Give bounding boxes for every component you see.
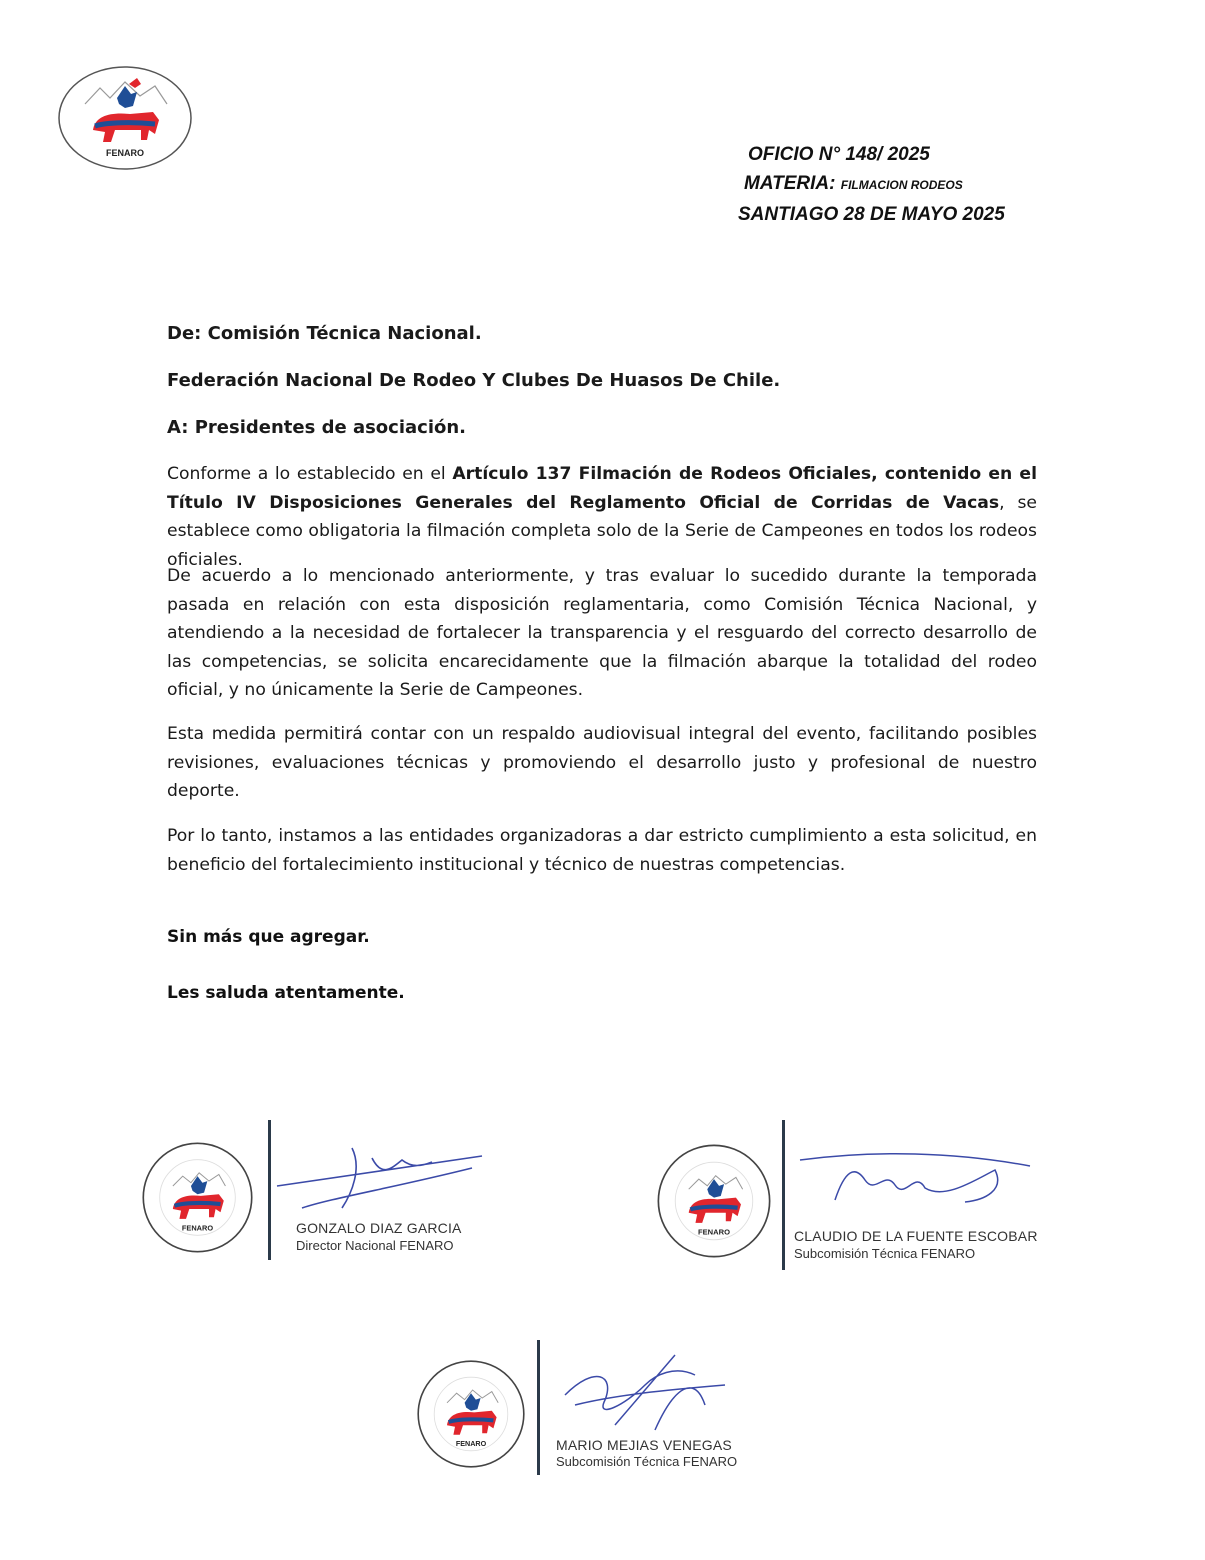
- paragraph-3-text: Esta medida permitirá contar con un respaldo audiovisual integral del evento, facilitando posibles revisiones, evaluaciones técnicas y promoviendo el desarrollo justo y profesional de nuestro deporte.: [167, 724, 1037, 801]
- paragraph-4: [167, 822, 1037, 879]
- paragraph-1-intro: Conforme a lo establecido en el: [167, 464, 453, 484]
- paragraph-3: [167, 720, 1037, 806]
- signature-divider: [268, 1120, 271, 1260]
- paragraph-2-text: De acuerdo a lo mencionado anteriormente, y tras evaluar lo sucedido durante la temporada pasada en relación con esta disposición reglamentaria, como Comisión Técnica Nacional, y atendiendo a la necesidad de fortalecer la transparencia y el resguardo del correcto desarrollo de las competencias, se solicita encarecidamente que la filmación abarque la totalidad del rodeo oficial, y no únicamente la Serie de Campeones.: [167, 566, 1037, 700]
- date-line: SANTIAGO 28 DE MAYO 2025: [738, 204, 1005, 225]
- paragraph-1-article-ref: Artículo 137 Filmación de Rodeos Oficiales, contenido en el Título IV Disposiciones Generales del Reglamento Oficial de Corridas de Vacas: [167, 464, 1037, 513]
- from-line: De: Comisión Técnica Nacional.: [167, 323, 482, 344]
- materia-line: [738, 169, 1005, 200]
- paragraph-1-rest: , se establece como obligatoria la filmación completa solo de la Serie de Campeones en todos los rodeos oficiales.: [167, 492, 1037, 570]
- oficio-number: OFICIO N° 148/ 2025: [748, 144, 930, 165]
- closing-line-2: Les saluda atentamente.: [167, 983, 405, 1003]
- signature-block-2: [655, 1120, 1075, 1275]
- closing-line-1: Sin más que agregar.: [167, 927, 370, 947]
- paragraph-2: [167, 562, 1037, 705]
- fenaro-seal-icon: [415, 1358, 527, 1470]
- svg-text:FENARO: FENARO: [698, 1227, 730, 1237]
- svg-text:FENARO: FENARO: [106, 148, 144, 158]
- fenaro-logo: [55, 64, 195, 172]
- svg-text:FENARO: FENARO: [455, 1439, 487, 1448]
- fenaro-seal-icon: [140, 1140, 255, 1255]
- signatory-3-name: MARIO MEJIAS VENEGAS: [556, 1437, 732, 1453]
- svg-text:FENARO: FENARO: [181, 1223, 214, 1233]
- fenaro-seal-icon: [655, 1142, 773, 1260]
- to-line: A: Presidentes de asociación.: [167, 417, 467, 438]
- signatory-1-role: Director Nacional FENARO: [296, 1238, 454, 1253]
- paragraph-1: [167, 460, 1037, 574]
- signature-block-3: [415, 1340, 775, 1480]
- signature-divider: [782, 1120, 785, 1270]
- paragraph-4-text: Por lo tanto, instamos a las entidades organizadoras a dar estricto cumplimiento a esta solicitud, en beneficio del fortalecimiento institucional y técnico de nuestras competencias.: [167, 826, 1037, 875]
- materia-value: FILMACION RODEOS: [840, 178, 963, 192]
- signature-scribble-3: [555, 1345, 735, 1435]
- signature-scribble-1: [272, 1138, 492, 1218]
- signature-scribble-2: [795, 1140, 1035, 1220]
- signature-divider: [537, 1340, 540, 1475]
- header-block: [738, 140, 1005, 229]
- signatory-2-role: Subcomisión Técnica FENARO: [794, 1246, 976, 1261]
- federation-line: Federación Nacional De Rodeo Y Clubes De Huasos De Chile.: [167, 370, 781, 391]
- signatory-2-name: CLAUDIO DE LA FUENTE ESCOBAR: [794, 1228, 1038, 1244]
- signature-block-1: [140, 1120, 520, 1270]
- materia-label: MATERIA:: [744, 173, 836, 194]
- signatory-1-name: GONZALO DIAZ GARCIA: [296, 1220, 462, 1236]
- signatory-3-role: Subcomisión Técnica FENARO: [556, 1454, 738, 1469]
